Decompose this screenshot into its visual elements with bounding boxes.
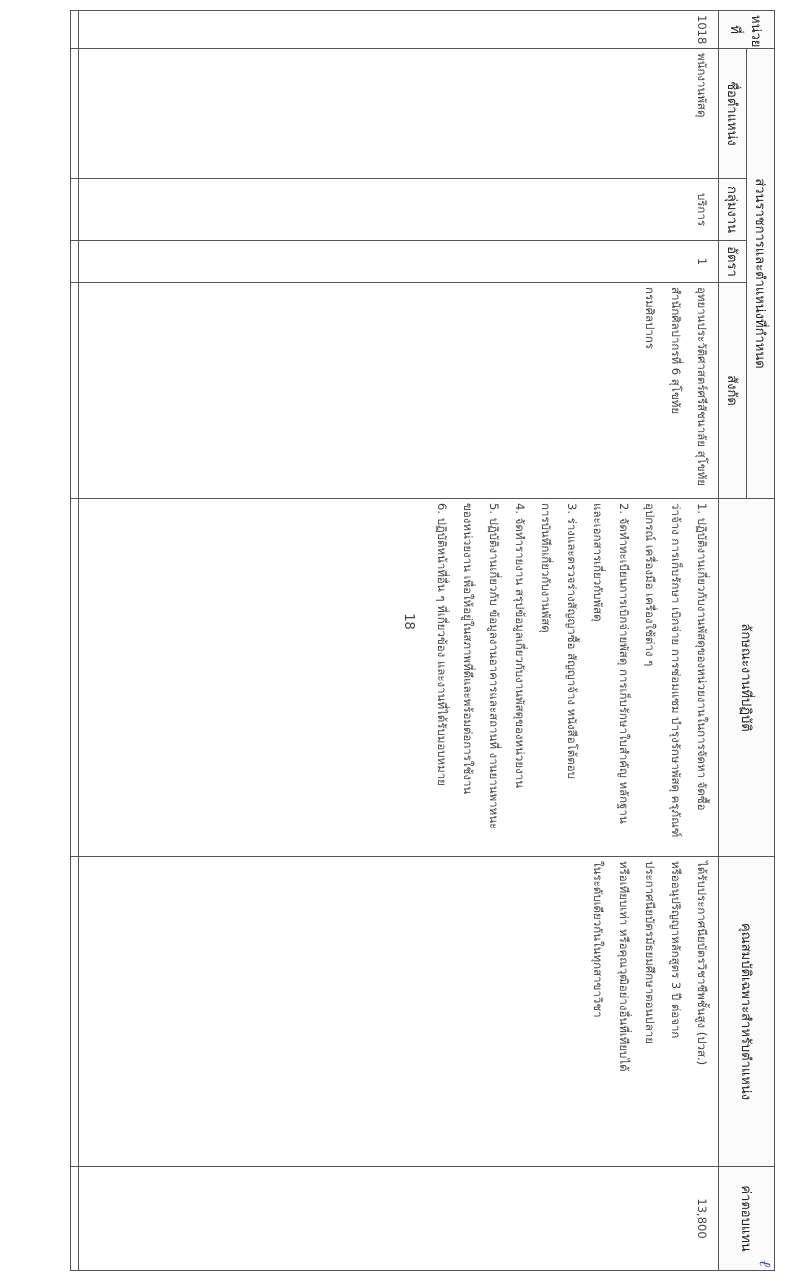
cell-rate: 1 [79,241,719,283]
position-table [70,10,775,1271]
header-affiliation: สังกัด [719,283,747,499]
cell-duties [79,499,719,857]
header-duties: ลักษณะงานที่ปฏิบัติ [719,499,775,857]
header-group: กลุ่มงาน [719,179,747,241]
affiliation-line: กรมศิลปากร [643,287,657,349]
qualification-line: ได้รับประกาศนียบัตรวิชาชีพชั้นสูง (ปวส.) [695,861,709,1066]
duty-line: 3. ร่างและตรวจร่างสัญญาซื้อ สัญญาจ้าง หนังสือโต้ตอบ [565,503,579,779]
cell-qualifications [79,857,719,1167]
table-row [79,11,719,1271]
header-unit-line2: ที่ [727,25,743,34]
duty-line: 4. จัดทำรายงาน สรุปข้อมูลเกี่ยวกับงานพัสดุของหน่วยงาน [513,503,527,789]
rotated-table-sheet [25,10,775,1270]
cell-unit-no: 1018 [79,11,719,49]
header-unit-line1: หน่วย [748,15,764,48]
qualification-line: ในระดับเดียวกันในทุกสาขาวิชา [591,861,605,1018]
header-gov-section: ส่วนราชการและตำแหน่งที่กำหนด [747,49,775,499]
cell-group: บริการ [79,179,719,241]
qualification-line: ประกาศนียบัตรมัธยมศึกษาตอนปลาย [643,861,657,1044]
cell-position-name: พนักงานพัสดุ [79,49,719,179]
signature-mark: ℓ [755,1258,776,1271]
duty-line: 2. จัดทำทะเบียนการเบิกจ่ายพัสดุ การเก็บรักษาใบสำคัญ หลักฐาน [617,503,631,824]
header-unit [719,11,775,49]
duty-line: 6. ปฏิบัติหน้าที่อื่น ๆ ที่เกี่ยวข้อง และงานที่ได้รับมอบหมาย [435,503,449,786]
page-number: 18 [400,613,416,630]
duty-line: 5. ปฏิบัติงานเกี่ยวกับ ข้อมูลงานอาคารและสถานที่ งานยานพาหนะ [487,503,501,830]
affiliation-line: อุทยานประวัติศาสตร์ศรีสัชนาลัย สุโขทัย [695,287,709,486]
duty-line: ของหน่วยงาน เพื่อให้อยู่ในสภาพที่ดีและพร้อมต่อการใช้งาน [461,503,475,795]
header-qualifications: คุณสมบัติเฉพาะสำหรับตำแหน่ง [719,857,775,1167]
affiliation-line: สำนักศิลปากรที่ 6 สุโขทัย [669,287,683,415]
cell-compensation: 13,800 [79,1167,719,1271]
duty-line: อุปกรณ์ เครื่องมือ เครื่องใช้ต่าง ๆ [643,503,657,667]
cell-affiliation [79,283,719,499]
qualification-line: หรือเทียบเท่า หรือคุณวุฒิอย่างอื่นที่เทียบได้ [617,861,631,1072]
header-rate: อัตรา [719,241,747,283]
duty-line: การบันทึกเกี่ยวกับงานพัสดุ [539,503,553,633]
duties-list [429,503,715,852]
header-compensation: ค่าตอบแทน [719,1167,775,1271]
duty-line: 1. ปฏิบัติงานเกี่ยวกับงานพัสดุของหน่วยงานในการจัดหา จัดซื้อ [695,503,709,811]
duty-line: ว่าจ้าง การเก็บรักษา เบิกจ่าย การซ่อมแซม บำรุงรักษาพัสดุ ครุภัณฑ์ [669,503,683,838]
qualification-line: หรืออนุปริญญาหลักสูตร 3 ปี ต่อจาก [669,861,683,1039]
table-bottom-row [71,11,79,1271]
duty-line: และเอกสารเกี่ยวกับพัสดุ [591,503,605,622]
header-position-name: ชื่อตำแหน่ง [719,49,747,179]
